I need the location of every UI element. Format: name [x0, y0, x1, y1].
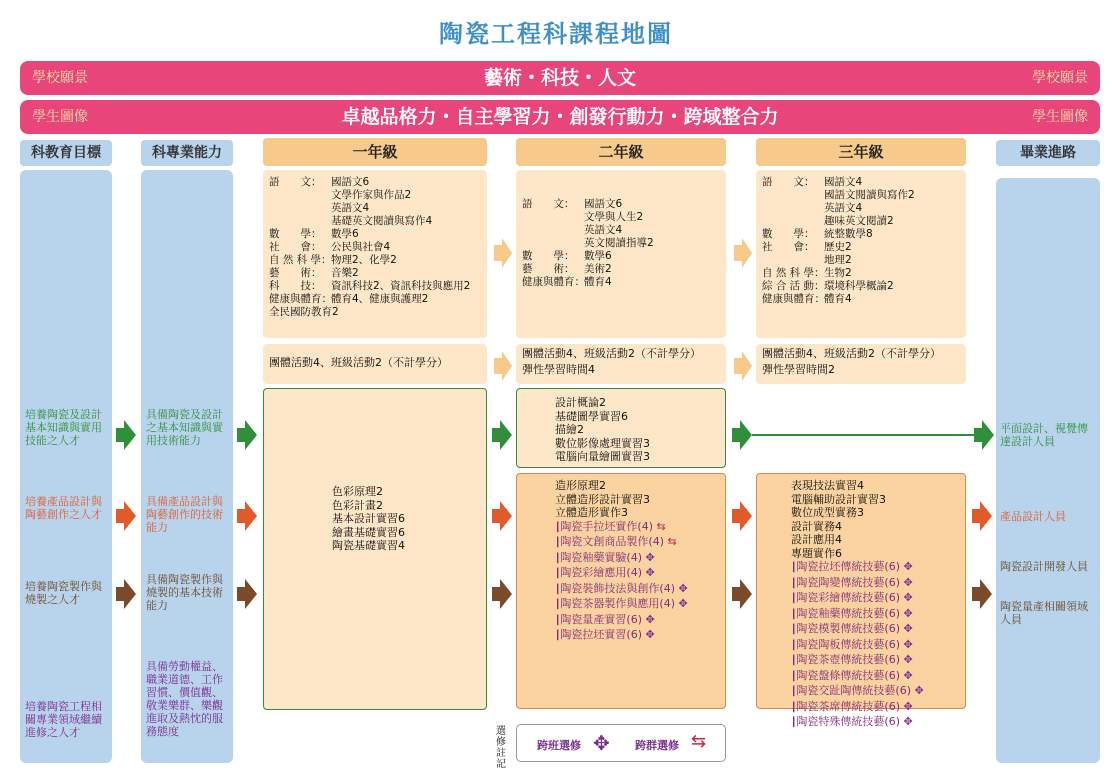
- elective-bracket: ┃: [791, 594, 797, 604]
- course-item: 陶瓷基礎實習4: [332, 539, 405, 552]
- subject-label: 數 學：: [269, 228, 322, 240]
- subject-courses: 國語文4: [824, 176, 863, 188]
- elective-bracket: ┃: [555, 553, 561, 564]
- elective-label: 陶瓷手拉坯實作(4): [560, 519, 654, 533]
- career-ceramic-mass-production: 陶瓷量產相關領域人員: [1000, 600, 1088, 626]
- subject-courses: 美術2: [584, 263, 612, 275]
- vision-left-label: 學校願景: [32, 70, 88, 86]
- portrait-left-label: 學生圖像: [32, 109, 88, 125]
- cross-class-icon: ✥: [900, 715, 913, 728]
- portrait-right-label: 學生圖像: [1032, 109, 1088, 125]
- course-item: 繪畫基礎實習6: [332, 525, 405, 539]
- subject-label: 自 然 科 學：: [269, 254, 332, 266]
- subject-courses: 全民國防教育2: [269, 306, 339, 318]
- subject-courses: 文學作家與作品2: [331, 189, 412, 201]
- course-item: 色彩原理2: [332, 485, 383, 498]
- subject-label: 語 文：: [762, 176, 815, 188]
- elective-label: 陶瓷拉坯傳統技藝(6): [796, 560, 901, 573]
- course-item: 電腦輔助設計實習3: [791, 492, 886, 506]
- cross-class-icon: ✥: [911, 684, 924, 697]
- activity-item: 團體活動4、班級活動2（不計學分）: [522, 347, 701, 360]
- career-ceramic-development: 陶瓷設計開發人員: [1000, 560, 1088, 573]
- elective-bracket: ┃: [791, 625, 797, 635]
- cross-class-icon: ✥: [900, 575, 913, 589]
- elective-label: 陶瓷文創商品製作(4): [560, 535, 665, 548]
- cross-group-icon: ⇆: [691, 731, 707, 752]
- subject-label: 數 學：: [762, 228, 815, 240]
- course-item: 表現技法實習4: [791, 479, 864, 492]
- subject-label: 數 學：: [522, 250, 575, 262]
- cross-class-icon: ✥: [593, 731, 610, 755]
- subject-courses: 資訊科技2、資訊科技與應用2: [331, 280, 471, 292]
- elective-label: 陶瓷特殊傳統技藝(6): [796, 715, 901, 728]
- elective-bracket: ┃: [791, 656, 797, 666]
- elective-label: 陶瓷茶壺傳統技藝(6): [796, 653, 901, 666]
- green-arrow-career: [974, 420, 994, 450]
- subject-courses: 體育4: [584, 276, 612, 288]
- subject-courses: 歷史2: [824, 241, 852, 253]
- elective-bracket: ┃: [791, 671, 797, 682]
- subject-courses: 英語文4: [824, 202, 863, 214]
- red-arrow-ability: [237, 501, 257, 531]
- course-item: 描繪2: [555, 423, 584, 436]
- elective-label: 陶瓷彩繪應用(4): [560, 566, 643, 579]
- elective-label: 陶瓷拉坯實習(6): [560, 628, 643, 641]
- ability-design-basics: 具備陶瓷及設計之基本知識與實用技術能力: [146, 408, 223, 447]
- goal-product-design: 培養產品設計與陶藝創作之人才: [25, 495, 102, 521]
- subject-courses: 統整數學8: [824, 228, 873, 240]
- subject-label: 科 技：: [269, 280, 322, 292]
- career-graphic-design: 平面設計、視覺傳達設計人員: [1000, 422, 1088, 448]
- brown-arrow-year3: [972, 579, 992, 609]
- subject-courses: 音樂2: [331, 267, 359, 279]
- cross-class-icon: ✥: [642, 550, 655, 564]
- subject-label: 自 然 科 學：: [762, 267, 825, 279]
- subject-label: 健康與體育：: [522, 276, 585, 288]
- course-item: 色彩計畫2: [332, 498, 383, 512]
- header-year2: 二年級: [516, 138, 726, 166]
- subject-label: 語 文：: [522, 198, 575, 210]
- subject-label: 社 會：: [762, 241, 815, 253]
- elective-label: 陶瓷釉藥實驗(4): [560, 550, 643, 564]
- subject-courses: 生物2: [824, 267, 852, 279]
- general-arrow-1: [494, 238, 512, 268]
- elective-bracket: ┃: [555, 600, 561, 610]
- cross-class-icon: ✥: [900, 699, 913, 713]
- elective-bracket: ┃: [791, 609, 797, 620]
- elective-bracket: ┃: [555, 615, 561, 626]
- header-abilities: 科專業能力: [141, 140, 233, 166]
- portrait-text: 卓越品格力・自主學習力・創發行動力・跨域整合力: [341, 106, 779, 128]
- subject-courses: 文學與人生2: [584, 211, 644, 223]
- career-product-design: 產品設計人員: [1000, 510, 1066, 523]
- elective-label: 陶瓷彩繪傳統技藝(6): [796, 591, 901, 604]
- course-item: 設計應用4: [791, 533, 842, 546]
- brown-arrow-year1: [492, 579, 512, 609]
- subject-label: 語 文：: [269, 176, 322, 188]
- cross-class-icon: ✥: [642, 628, 655, 641]
- red-arrow-year2: [732, 501, 752, 531]
- subject-courses: 趣味英文閱讀2: [824, 215, 894, 227]
- cross-group-icon: ⇆: [664, 535, 677, 548]
- course-item: 專題實作6: [791, 546, 842, 560]
- cross-class-icon: ✥: [900, 653, 913, 666]
- course-item: 基本設計實習6: [332, 512, 405, 525]
- goal-ceramic-production: 培養陶瓷製作與燒製之人才: [25, 580, 102, 606]
- elective-bracket: ┃: [791, 578, 797, 589]
- subject-courses: 數學6: [331, 228, 359, 240]
- green-arrow-ability: [237, 420, 257, 450]
- subject-courses: 環境科學概論2: [824, 280, 894, 292]
- subject-courses: 基礎英文閱讀與寫作4: [331, 215, 433, 227]
- goal-design-basics: 培養陶瓷及設計基本知識與實用技能之人才: [25, 408, 102, 447]
- subject-courses: 體育4: [824, 293, 852, 305]
- red-arrow-year3: [972, 501, 992, 531]
- elective-bracket: ┃: [791, 702, 797, 713]
- course-item: 基礎圖學實習6: [555, 409, 628, 423]
- elective-label: 陶瓷釉藥傳統技藝(6): [796, 606, 901, 620]
- cross-class-icon: ✥: [900, 637, 913, 651]
- activity-arrow-1: [494, 351, 512, 381]
- subject-courses: 英語文4: [331, 202, 370, 214]
- cross-class-icon: ✥: [900, 606, 913, 620]
- red-arrow-goal: [116, 501, 136, 531]
- vision-text: 藝術・科技・人文: [483, 67, 636, 89]
- course-item: 電腦向量繪圖實習3: [555, 450, 650, 463]
- cross-class-icon: ✥: [642, 566, 655, 579]
- subject-label: 藝 術：: [522, 263, 575, 275]
- elective-label: 陶瓷交趾陶傳統技藝(6): [796, 684, 912, 697]
- vision-right-label: 學校願景: [1032, 70, 1088, 86]
- cross-group-icon: ⇆: [653, 519, 666, 533]
- subject-label: 健康與體育：: [762, 293, 825, 305]
- subject-courses: 體育4、健康與護理2: [331, 293, 429, 305]
- cross-class-icon: ✥: [675, 581, 688, 595]
- legend-cross-class: 跨班選修: [537, 739, 581, 752]
- ability-ceramic-production: 具備陶瓷製作與燒製的基本技術能力: [146, 573, 223, 612]
- activity-item: 彈性學習時間2: [762, 363, 835, 376]
- elective-bracket: ┃: [791, 687, 797, 697]
- subject-label: 社 會：: [269, 241, 322, 253]
- subject-courses: 數學6: [584, 250, 612, 262]
- elective-bracket: ┃: [555, 522, 561, 533]
- course-item: 設計實務4: [791, 519, 842, 533]
- ability-professional-attitude: 具備勞動權益、職業道德、工作習慣、價值觀、敬業樂群、樂觀進取及熱忱的服務態度: [146, 660, 223, 738]
- header-year1: 一年級: [263, 138, 487, 166]
- ability-product-design: 具備產品設計與陶藝創作的技術能力: [146, 495, 223, 534]
- course-item: 設計概論2: [555, 396, 606, 409]
- elective-bracket: ┃: [791, 718, 797, 728]
- header-career: 畢業進路: [996, 140, 1100, 166]
- activity-item: 團體活動4、班級活動2（不計學分）: [269, 356, 448, 369]
- cross-class-icon: ✥: [900, 560, 913, 573]
- brown-arrow-goal: [116, 579, 136, 609]
- cross-class-icon: ✥: [675, 597, 688, 610]
- cross-class-icon: ✥: [900, 668, 913, 682]
- elective-bracket: ┃: [791, 563, 797, 573]
- course-item: 立體造形實作3: [555, 506, 628, 519]
- subject-courses: 地理2: [824, 254, 852, 266]
- cross-class-icon: ✥: [900, 622, 913, 635]
- course-item: 立體造形設計實習3: [555, 492, 650, 506]
- elective-bracket: ┃: [791, 640, 797, 651]
- header-year3: 三年級: [756, 138, 966, 166]
- elective-label: 陶瓷盤條傳統技藝(6): [796, 668, 901, 682]
- subject-courses: 英文閱讀指導2: [584, 237, 654, 249]
- elective-label: 陶瓷茶席傳統技藝(6): [796, 699, 901, 713]
- elective-label: 陶瓷陶板傳統技藝(6): [796, 637, 901, 651]
- subject-label: 綜 合 活 動：: [762, 280, 825, 292]
- brown-arrow-ability: [237, 579, 257, 609]
- subject-label: 藝 術：: [269, 267, 322, 279]
- elective-label: 陶瓷裝飾技法與創作(4): [560, 581, 676, 595]
- green-arrow-year1: [492, 420, 512, 450]
- red-arrow-year1: [492, 501, 512, 531]
- subject-courses: 國語文閱讀與寫作2: [824, 189, 915, 201]
- header-goals: 科教育目標: [20, 140, 112, 166]
- green-arrow-goal: [116, 420, 136, 450]
- general-arrow-2: [734, 238, 752, 268]
- subject-courses: 國語文6: [331, 176, 370, 188]
- activity-arrow-2: [734, 351, 752, 381]
- elective-label: 陶瓷模製傳統技藝(6): [796, 622, 901, 635]
- goal-further-study: 培養陶瓷工程相關專業領域繼續進修之人才: [25, 700, 102, 739]
- course-item: 數位成型實務3: [791, 506, 864, 519]
- course-item: 造形原理2: [555, 479, 606, 492]
- elective-bracket: ┃: [555, 584, 561, 595]
- activity-item: 團體活動4、班級活動2（不計學分）: [762, 347, 941, 360]
- subject-courses: 國語文6: [584, 198, 623, 210]
- cross-class-icon: ✥: [900, 591, 913, 604]
- elective-bracket: ┃: [555, 538, 561, 548]
- brown-arrow-year2: [732, 579, 752, 609]
- elective-label: 陶瓷量產實習(6): [560, 612, 643, 626]
- legend-cross-group: 跨群選修: [635, 739, 679, 752]
- subject-courses: 物理2、化學2: [331, 254, 397, 266]
- course-item: 數位影像處理實習3: [555, 436, 650, 450]
- green-arrow-year2: [732, 420, 752, 450]
- elective-bracket: ┃: [555, 631, 561, 641]
- elective-bracket: ┃: [555, 569, 561, 579]
- elective-label: 陶瓷茶器製作與應用(4): [560, 597, 676, 610]
- activity-item: 彈性學習時間4: [522, 363, 595, 376]
- page-title: 陶瓷工程科課程地圖: [439, 20, 673, 48]
- legend-label: 選修註記: [496, 726, 506, 770]
- cross-class-icon: ✥: [642, 612, 655, 626]
- elective-label: 陶瓷陶變傳統技藝(6): [796, 575, 901, 589]
- subject-label: 健康與體育：: [269, 293, 332, 305]
- subject-courses: 公民與社會4: [331, 241, 391, 253]
- subject-courses: 英語文4: [584, 224, 623, 236]
